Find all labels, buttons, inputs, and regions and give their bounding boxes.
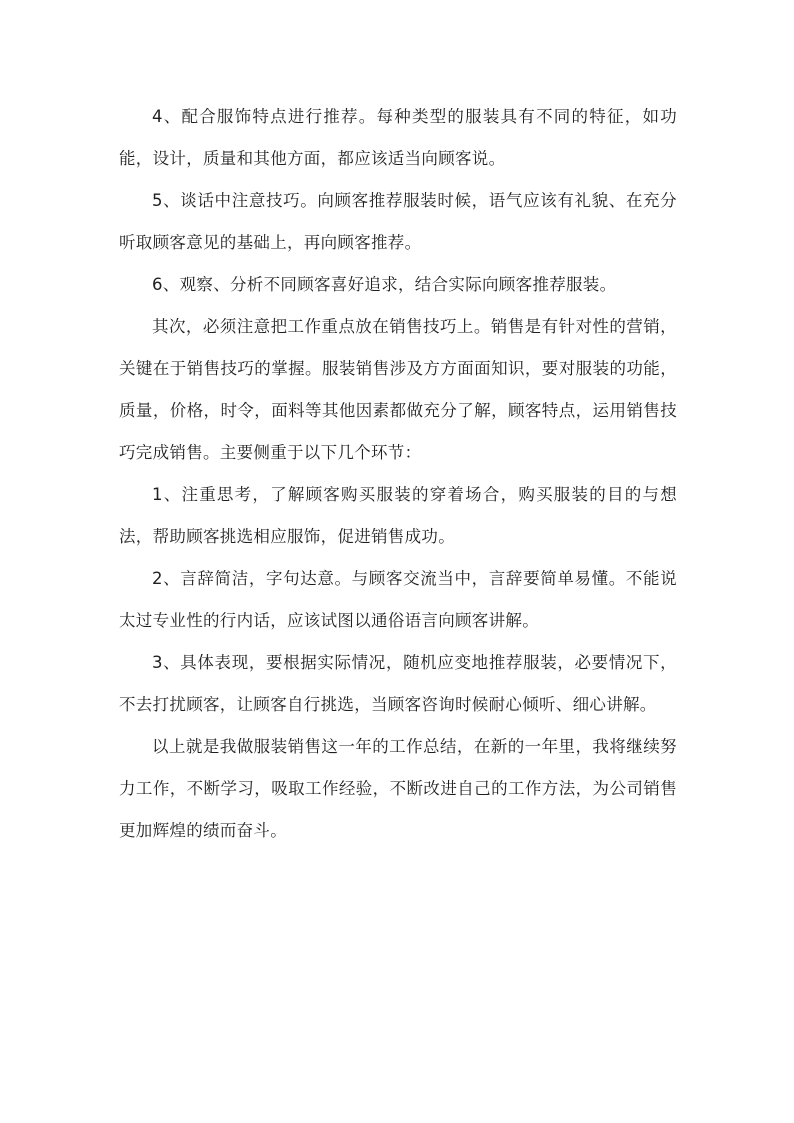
paragraph-step-2: 2、言辞简洁，字句达意。与顾客交流当中，言辞要简单易懂。不能说太过专业性的行内话，应该试图以通俗语言向顾客讲解。 <box>119 569 677 630</box>
paragraph-tip-4: 4、配合服饰特点进行推荐。每种类型的服装具有不同的特征，如功能，设计，质量和其他方面，都应该适当向顾客说。 <box>119 107 677 168</box>
paragraph-tip-6: 6、观察、分析不同顾客喜好追求，结合实际向顾客推荐服装。 <box>152 275 617 294</box>
paragraph-step-1: 1、注重思考，了解顾客购买服装的穿着场合，购买服装的目的与想法，帮助顾客挑选相应服饰，促进销售成功。 <box>119 485 677 546</box>
paragraph-sales-skills: 其次，必须注意把工作重点放在销售技巧上。销售是有针对性的营销，关键在于销售技巧的掌握。服装销售涉及方方面面知识，要对服装的功能，质量，价格，时令，面料等其他因素都做充分了解，顾客特点，运用销售技巧完成销售。主要侧重于以下几个环节： <box>119 317 677 462</box>
paragraph-conclusion: 以上就是我做服装销售这一年的工作总结，在新的一年里，我将继续努力工作，不断学习，吸取工作经验，不断改进自己的工作方法，为公司销售更加辉煌的绩而奋斗。 <box>119 737 677 840</box>
paragraph-tip-5: 5、谈话中注意技巧。向顾客推荐服装时候，语气应该有礼貌、在充分听取顾客意见的基础上，再向顾客推荐。 <box>119 191 677 252</box>
paragraph-step-3: 3、具体表现，要根据实际情况，随机应变地推荐服装，必要情况下，不去打扰顾客，让顾客自行挑选，当顾客咨询时候耐心倾听、细心讲解。 <box>119 653 677 714</box>
document-body <box>119 96 677 852</box>
